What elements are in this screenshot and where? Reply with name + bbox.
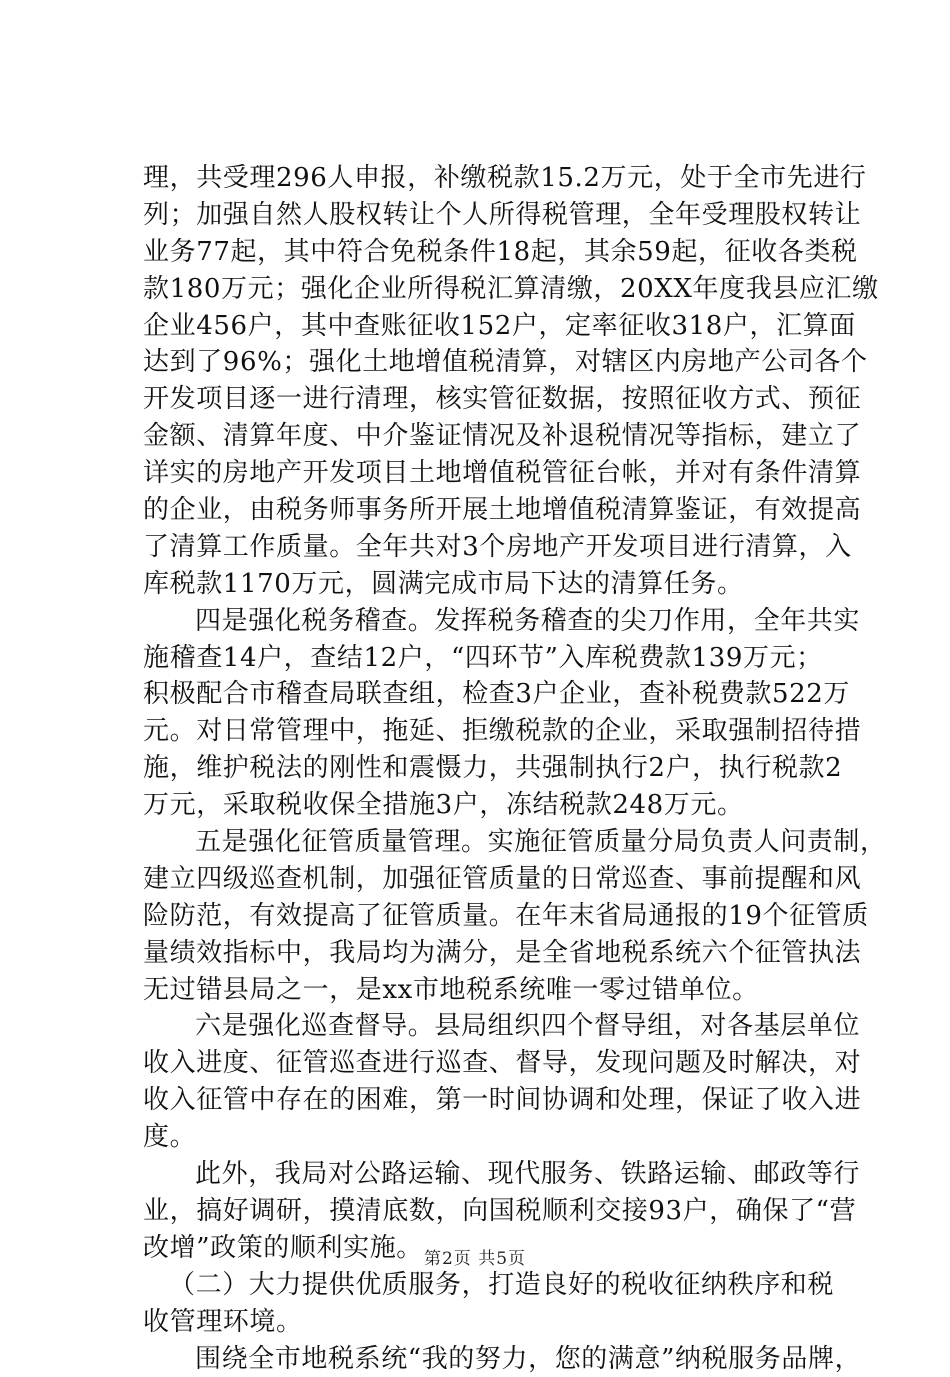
text-line: 业，搞好调研，摸清底数，向国税顺利交接93户，确保了“营 [143,1193,809,1230]
text-line: 改增”政策的顺利实施。 [143,1230,809,1267]
text-line: 积极配合市稽查局联查组，检查3户企业，查补税费款522万 [143,676,809,713]
text-line: 列；加强自然人股权转让个人所得税管理，全年受理股权转让 [143,197,809,234]
section-heading-line: （二）大力提供优质服务，打造良好的税收征纳秩序和税 [143,1267,809,1304]
text-line: 达到了96%；强化土地增值税清算，对辖区内房地产公司各个 [143,344,809,381]
paragraph-first-line: 围绕全市地税系统“我的努力，您的满意”纳税服务品牌， [143,1341,809,1377]
text-line: 开发项目逐一进行清理，核实管征数据，按照征收方式、预征 [143,381,809,418]
text-line: 库税款1170万元，圆满完成市局下达的清算任务。 [143,566,809,603]
text-line: 量绩效指标中，我局均为满分，是全省地税系统六个征管执法 [143,935,809,972]
text-line: 无过错县局之一，是xx市地税系统唯一零过错单位。 [143,972,809,1009]
text-line: 理，共受理296人申报，补缴税款15.2万元，处于全市先进行 [143,160,809,197]
text-line: 建立四级巡查机制，加强征管质量的日常巡查、事前提醒和风 [143,861,809,898]
paragraph-first-line: 此外，我局对公路运输、现代服务、铁路运输、邮政等行 [143,1156,809,1193]
document-body [143,160,809,1377]
paragraph-first-line: 六是强化巡查督导。县局组织四个督导组，对各基层单位 [143,1008,809,1045]
text-line: 款180万元；强化企业所得税汇算清缴，20XX年度我县应汇缴 [143,271,809,308]
text-line: 施稽查14户，查结12户，“四环节”入库税费款139万元； [143,640,809,677]
text-line: 收入征管中存在的困难，第一时间协调和处理，保证了收入进 [143,1082,809,1119]
text-line: 度。 [143,1119,809,1156]
text-line: 元。对日常管理中，拖延、拒缴税款的企业，采取强制招待措 [143,713,809,750]
text-line: 了清算工作质量。全年共对3个房地产开发项目进行清算，入 [143,529,809,566]
text-line: 险防范，有效提高了征管质量。在年末省局通报的19个征管质 [143,898,809,935]
text-line: 收入进度、征管巡查进行巡查、督导，发现问题及时解决，对 [143,1045,809,1082]
section-heading-line: 收管理环境。 [143,1304,809,1341]
text-line: 企业456户，其中查账征收152户，定率征收318户，汇算面 [143,308,809,345]
page-number-footer: 第2页 共5页 [0,1244,950,1269]
paragraph-first-line: 四是强化税务稽查。发挥税务稽查的尖刀作用，全年共实 [143,603,809,640]
paragraph-first-line: 五是强化征管质量管理。实施征管质量分局负责人问责制， [143,824,809,861]
text-line: 业务77起，其中符合免税条件18起，其余59起，征收各类税 [143,234,809,271]
text-line: 万元，采取税收保全措施3户，冻结税款248万元。 [143,787,809,824]
text-line: 的企业，由税务师事务所开展土地增值税清算鉴证，有效提高 [143,492,809,529]
text-line: 详实的房地产开发项目土地增值税管征台帐，并对有条件清算 [143,455,809,492]
text-line: 施，维护税法的刚性和震慑力，共强制执行2户，执行税款2 [143,750,809,787]
text-line: 金额、清算年度、中介鉴证情况及补退税情况等指标，建立了 [143,418,809,455]
